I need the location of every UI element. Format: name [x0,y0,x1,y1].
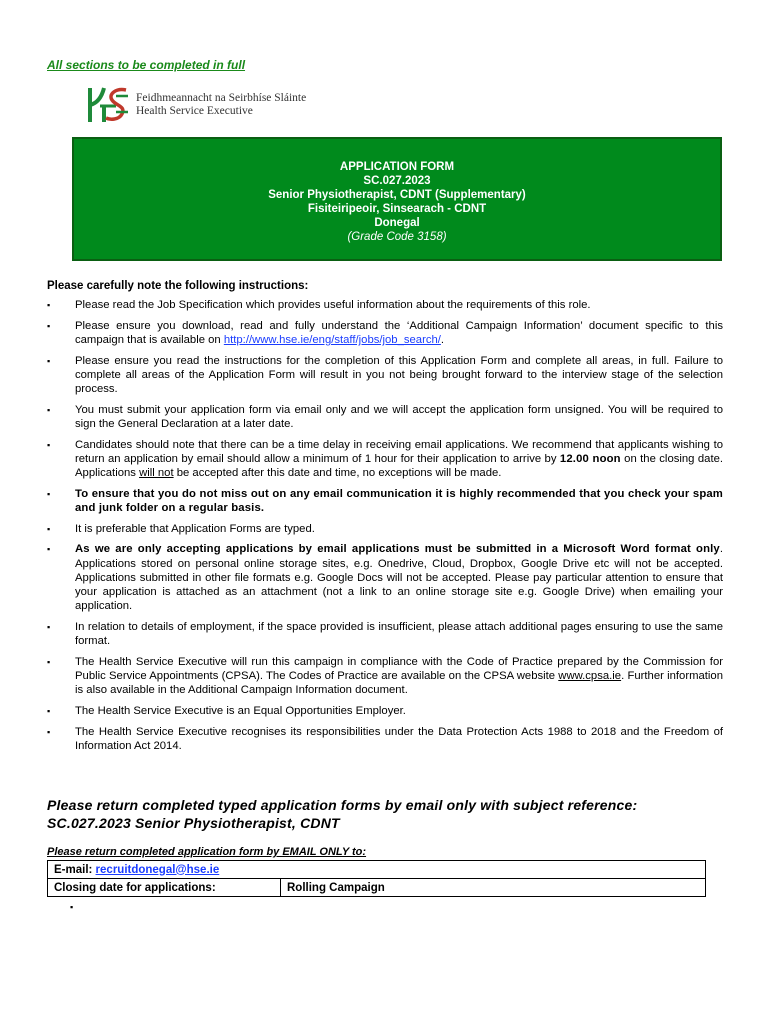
list-item: ▪ The Health Service Executive is an Equal Opportunities Employer. [47,704,406,717]
bullet-icon: ▪ [47,544,51,555]
logo-line-english: Health Service Executive [136,105,253,117]
instructions-heading: Please carefully note the following instructions: [47,280,309,292]
list-item: ▪ Please ensure you download, read and fully understand the ‘Additional Campaign Information’ document specific to this campaign that is available on http://www.hse.ie/eng/staff/jobs/job_search/. [47,319,723,346]
completion-note: All sections to be completed in full [47,58,246,72]
hse-logo-icon [86,86,130,124]
bullet-icon: ▪ [47,523,51,534]
list-item: ▪ Please read the Job Specification which provides useful information about the requirements of this role. [47,299,591,311]
list-item: ▪ To ensure that you do not miss out on any email communication it is highly recommended that you check your spam and junk folder on a regular basis. [47,487,723,514]
email-label: E-mail: [54,863,96,876]
bullet-icon: ▪ [47,621,51,632]
closing-date-value: Rolling Campaign [281,879,706,897]
list-item: ▪ Please ensure you read the instructions for the completion of this Application Form and complete all areas, in full. Failure to complete all areas of the Application Form will result in you not being brought forward to the interview stage of the selection process. [47,354,723,396]
job-search-link[interactable]: http://www.hse.ie/eng/staff/jobs/job_search/ [223,333,441,346]
bullet-icon: ▪ [47,404,51,415]
email-instructions-heading: Please return completed application form by EMAIL ONLY to: [47,846,367,858]
list-item: ▪ You must submit your application form via email only and we will accept the application form unsigned. You will be required to sign the General Declaration at a later date. [47,403,723,430]
list-item: ▪ In relation to details of employment, if the space provided is insufficient, please attach additional pages ensuring to use the same format. [47,620,723,648]
bullet-icon: ▪ [47,320,51,331]
closing-date-label: Closing date for applications: [48,879,281,897]
logo-line-irish: Feidhmeannacht na Seirbhíse Sláinte [136,92,307,104]
list-item: ▪ The Health Service Executive will run this campaign in compliance with the Code of Practice prepared by the Commission for Public Service Appointments (CPSA). The Codes of Practice are available on the CPSA website www.cpsa.ie. Further information is also available in the Additional Campaign Information document. [47,655,723,697]
email-cell [48,861,706,879]
list-item: ▪ The Health Service Executive recognises its responsibilities under the Data Protection Acts 1988 to 2018 and the Freedom of Information Act 2014. [47,725,723,752]
cpsa-link[interactable]: www.cpsa.ie [558,669,622,682]
bullet-icon: ▪ [47,355,51,366]
email-link[interactable]: recruitdonegal@hse.ie [95,863,220,876]
list-item: ▪ As we are only accepting applications by email applications must be submitted in a Microsoft Word format only. Applications stored on personal online storage sites, e.g. Onedrive, Cloud, Dropbox, Google Drive etc will not be accepted. Applications submitted in other file formats e.g. Google Docs will not be accepted. Please pay particular attention to ensure that your application is attached as an attachment (not a link to an online storage site e.g. Google Drive) when emailing your application. [47,543,723,613]
hse-logo [86,86,306,124]
bullet-icon: ▪ [47,726,51,737]
bullet-icon: ▪ [47,656,51,667]
bullet-icon: ▪ [47,300,51,310]
bullet-icon: ▪ [47,488,51,499]
banner-reference: SC.027.2023 [363,175,431,187]
bullet-icon: ▪ [70,902,74,912]
contact-table [47,860,706,897]
list-item: ▪ It is preferable that Application Forms are typed. [47,522,315,535]
bullet-icon: ▪ [47,439,51,450]
table-row [48,879,706,897]
banner-title: APPLICATION FORM [339,161,455,173]
return-instructions-heading: Please return completed typed application forms by email only with subject reference: SC.027.2023 Senior Physiotherapist, CDNT [47,797,638,831]
bullet-icon: ▪ [47,705,51,716]
banner-grade-code: (Grade Code 3158) [347,231,447,243]
application-form-banner [72,137,722,261]
table-row [48,861,706,879]
banner-role-irish: Fisiteiripeoir, Sinsearach - CDNT [307,203,487,215]
list-item: ▪ Candidates should note that there can be a time delay in receiving email applications. We recommend that applicants wishing to return an application by email should allow a minimum of 1 hour for their application to arrive by 12.00 noon on the closing date. Applications will not be accepted after this date and time, no exceptions will be made. [47,438,724,480]
banner-location: Donegal [374,217,420,229]
banner-role: Senior Physiotherapist, CDNT (Supplementary) [268,189,526,201]
instructions-list [47,298,723,759]
